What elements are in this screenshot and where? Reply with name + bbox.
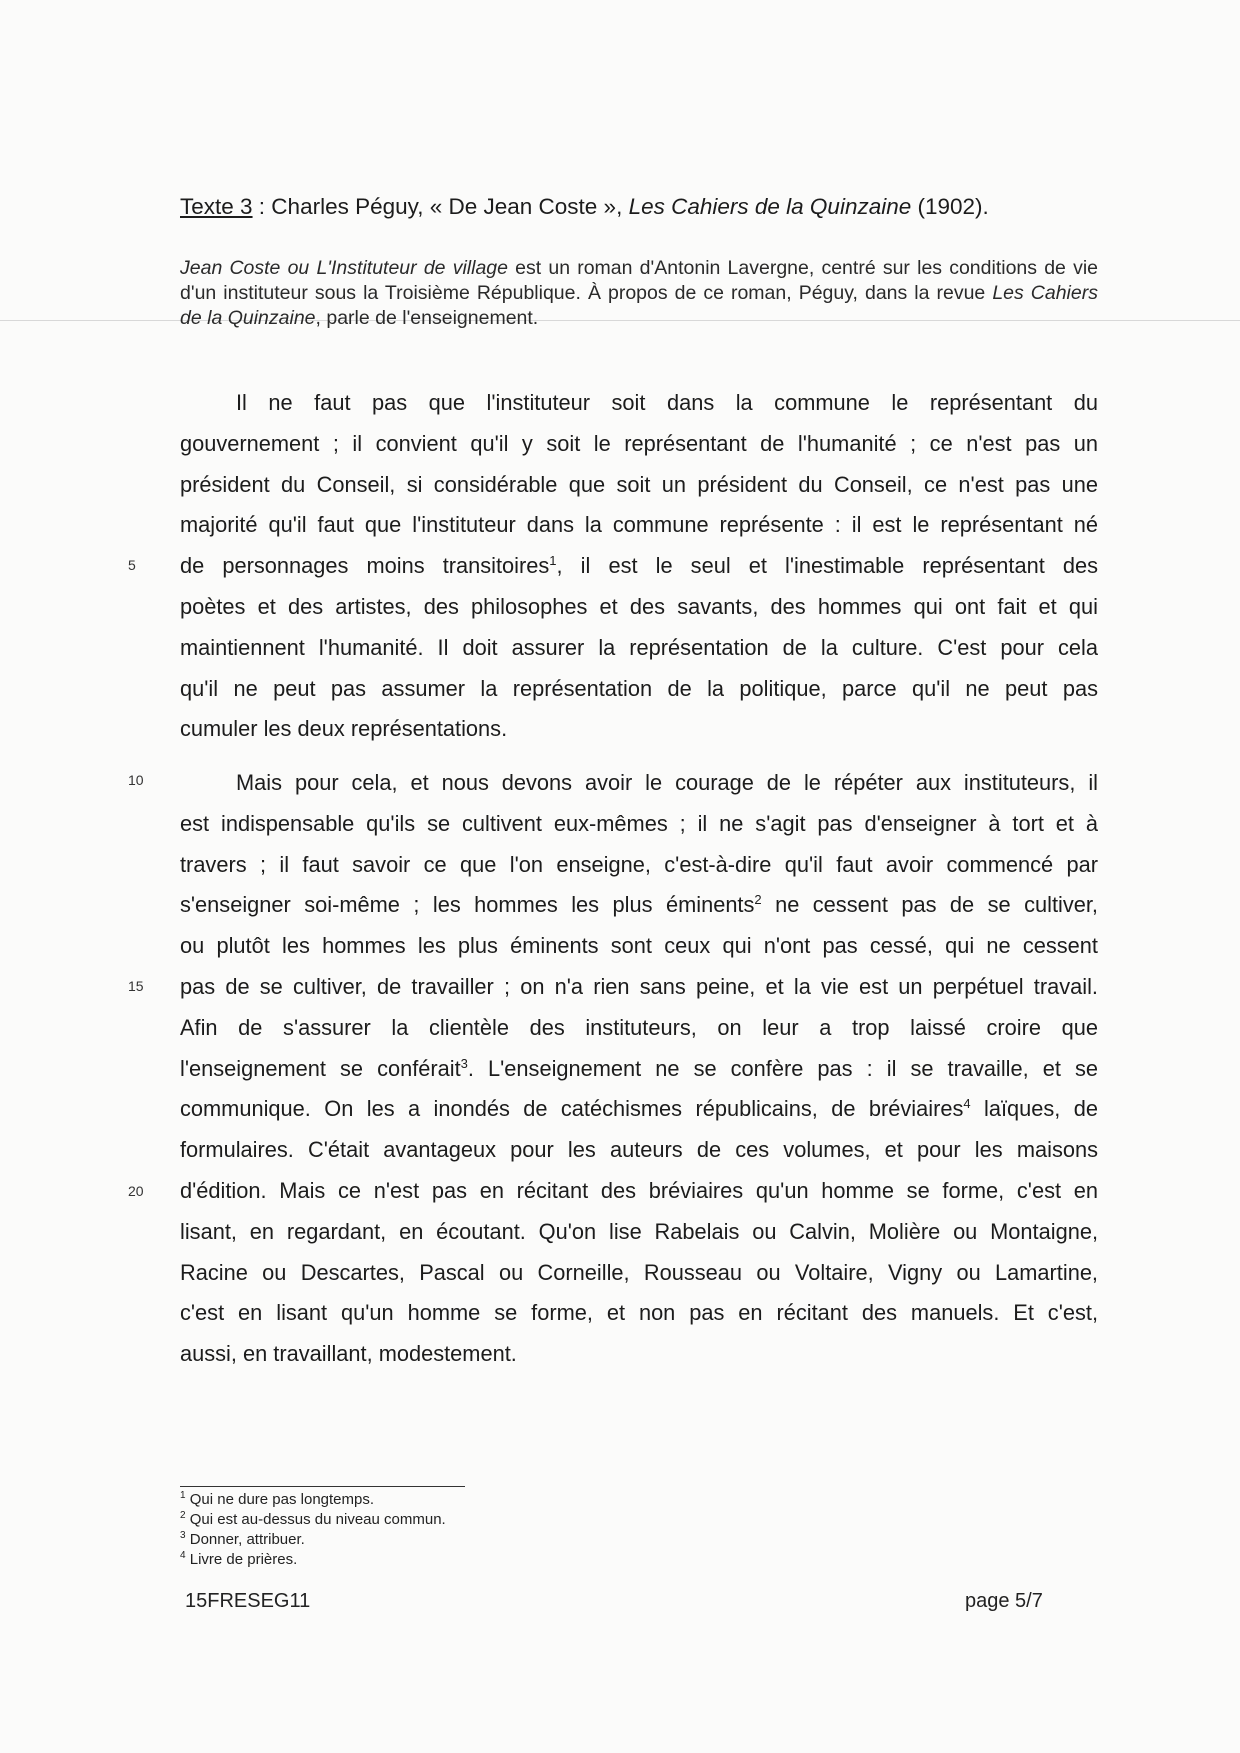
footnote-mark: 1	[180, 1490, 186, 1501]
text-line: ou plutôt les hommes les plus éminents sont ceux qui n'ont pas cessé, qui ne cessent	[180, 933, 1098, 959]
footnote-ref-1: 1	[549, 553, 557, 569]
line-number-5: 5	[128, 557, 136, 573]
text-segment: l'enseignement se conférait	[180, 1055, 461, 1081]
footnote-separator	[180, 1486, 465, 1487]
body-paragraph-2	[180, 763, 1098, 1375]
text-segment: laïques, de	[970, 1096, 1098, 1122]
line-number-10: 10	[128, 772, 144, 788]
intro-journal: Les Cahiers de la Quinzaine	[180, 282, 1098, 329]
text-line: Afin de s'assurer la clientèle des instituteurs, on leur a trop laissé croire que	[180, 1014, 1098, 1040]
line-number-15: 15	[128, 978, 144, 994]
page-number: page 5/7	[965, 1590, 1043, 1612]
body-paragraph-1	[180, 383, 1098, 750]
text-line: d'édition. Mais ce n'est pas en récitant des bréviaires qu'un homme se forme, c'est en	[180, 1177, 1098, 1203]
text-line: président du Conseil, si considérable que soit un président du Conseil, ce n'est pas une	[180, 471, 1098, 497]
text-line: formulaires. C'était avantageux pour les auteurs de ces volumes, et pour les maisons	[180, 1137, 1098, 1163]
text-line: lisant, en regardant, en écoutant. Qu'on lise Rabelais ou Calvin, Molière ou Montaigne,	[180, 1218, 1098, 1244]
text-segment: , il est le seul et l'inestimable représentant des	[556, 553, 1098, 579]
text-line: Il ne faut pas que l'instituteur soit dans la commune le représentant du	[236, 390, 1098, 415]
text-label: Texte 3	[180, 194, 253, 219]
footnote-text: Qui ne dure pas longtemps.	[189, 1491, 375, 1508]
text-line: est indispensable qu'ils se cultivent eux-mêmes ; il ne s'agit pas d'enseigner à tort et à	[180, 810, 1098, 836]
text-title	[180, 192, 1100, 222]
footnote-text: Livre de prières.	[189, 1551, 298, 1568]
title-year: (1902).	[911, 194, 989, 219]
footnote-ref-4: 4	[963, 1096, 971, 1112]
text-line-with-footnote	[180, 546, 1098, 587]
footnote-ref-3: 3	[460, 1055, 468, 1071]
intro-novel-title: Jean Coste ou L'Instituteur de village	[180, 257, 508, 279]
text-line: qu'il ne peut pas assumer la représentation de la politique, parce qu'il ne peut pas	[180, 675, 1098, 701]
text-line-with-footnote	[180, 885, 1098, 926]
intro-text-1: est un roman d'Antonin Lavergne, centré sur les conditions de vie d'un instituteur sous la Troisième République. À propos de ce roman, Péguy, dans la revue	[180, 257, 1098, 304]
footnote-2	[180, 1510, 446, 1530]
text-line: Racine ou Descartes, Pascal ou Corneille, Rousseau ou Voltaire, Vigny ou Lamartine,	[180, 1259, 1098, 1285]
text-segment: communique. On les a inondés de catéchismes républicains, de bréviaires	[180, 1096, 964, 1122]
text-line: majorité qu'il faut que l'instituteur dans la commune représente : il est le représentant né	[180, 512, 1098, 538]
text-segment: ne cessent pas de se cultiver,	[761, 892, 1098, 918]
text-line: travers ; il faut savoir ce que l'on enseigne, c'est-à-dire qu'il faut avoir commencé par	[180, 851, 1098, 877]
intro-paragraph	[180, 256, 1098, 331]
text-line: Mais pour cela, et nous devons avoir le courage de le répéter aux instituteurs, il	[236, 770, 1098, 795]
footnote-text: Donner, attribuer.	[189, 1531, 305, 1548]
footnote-ref-2: 2	[754, 892, 762, 908]
exam-code: 15FRESEG11	[185, 1590, 311, 1612]
footnote-mark: 4	[180, 1550, 186, 1561]
intro-text-2: , parle de l'enseignement.	[315, 307, 539, 329]
text-segment: . L'enseignement ne se confère pas : il se travaille, et se	[467, 1055, 1099, 1081]
footnote-mark: 3	[180, 1530, 186, 1541]
title-author: : Charles Péguy, « De Jean Coste »,	[252, 194, 629, 219]
text-line: cumuler les deux représentations.	[180, 716, 508, 742]
footnote-3	[180, 1530, 446, 1550]
text-segment: de personnages moins transitoires	[180, 553, 550, 579]
text-line: gouvernement ; il convient qu'il y soit le représentant de l'humanité ; ce n'est pas un	[180, 430, 1098, 456]
footnote-4	[180, 1550, 446, 1570]
footnote-text: Qui est au-dessus du niveau commun.	[189, 1511, 446, 1528]
footnote-1	[180, 1490, 446, 1510]
text-line: aussi, en travaillant, modestement.	[180, 1341, 517, 1367]
line-number-20: 20	[128, 1183, 144, 1199]
text-segment: s'enseigner soi-même ; les hommes les plus éminents	[180, 892, 755, 918]
footnotes	[180, 1490, 446, 1570]
text-line: poètes et des artistes, des philosophes et des savants, des hommes qui ont fait et qui	[180, 593, 1098, 619]
footnote-mark: 2	[180, 1510, 186, 1521]
text-line: c'est en lisant qu'un homme se forme, et non pas en récitant des manuels. Et c'est,	[180, 1300, 1098, 1326]
text-line: pas de se cultiver, de travailler ; on n'a rien sans peine, et la vie est un perpétuel travail.	[180, 973, 1098, 999]
title-work: Les Cahiers de la Quinzaine	[628, 194, 912, 219]
text-line: maintiennent l'humanité. Il doit assurer la représentation de la culture. C'est pour cela	[180, 634, 1098, 660]
text-line-with-footnote	[180, 1049, 1098, 1090]
text-line-with-footnote	[180, 1089, 1098, 1130]
